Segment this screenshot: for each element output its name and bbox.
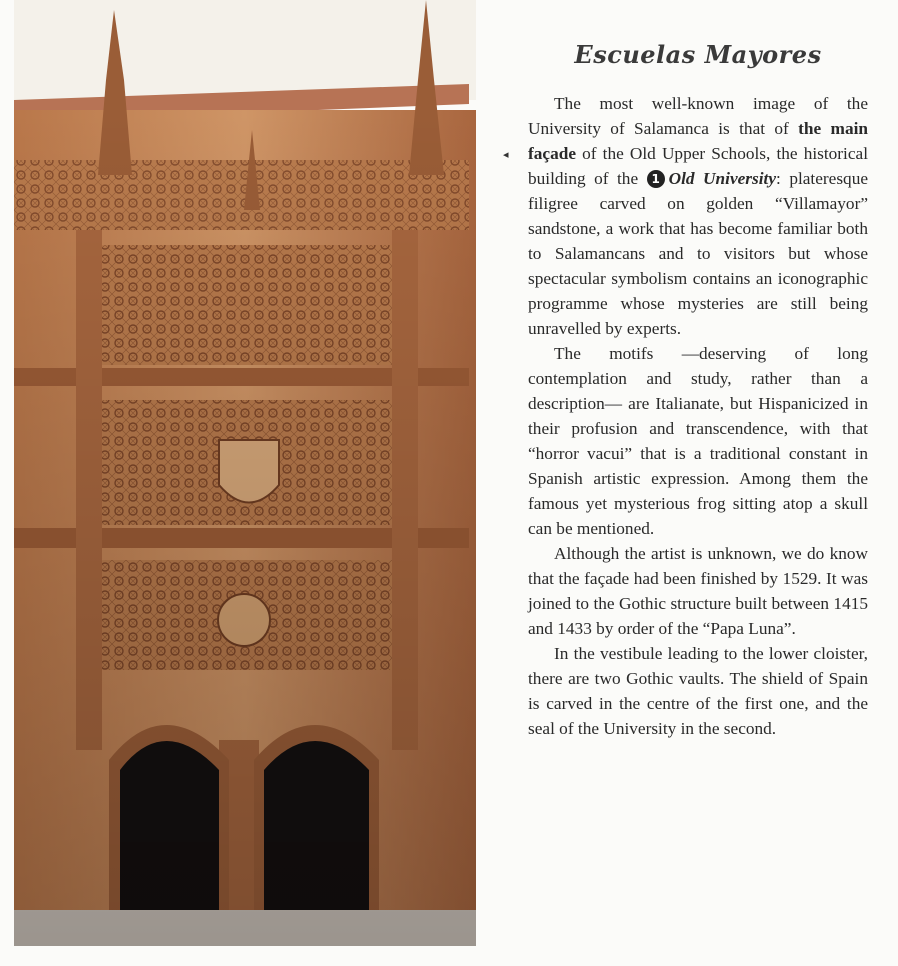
facade-illustration [14, 0, 476, 946]
number-badge: 1 [647, 170, 665, 188]
margin-marker: ◂ [503, 148, 509, 161]
old-university-emphasis: Old University [668, 169, 777, 188]
paragraph-4: In the vestibule leading to the lower cloister, there are two Gothic vaults. The shield of Spain is carved in the centre of the first one, and the seal of the University in the second. [528, 644, 868, 738]
p1-text-c: : plateresque filigree carved on golden “Villamayor” sandstone, a work that has become familiar both to Salamancans and to visitors but whose spectacular symbolism contains an iconographic programme whose mysteries are still being unravelled by experts. [528, 169, 869, 338]
paragraph-1 [528, 91, 868, 341]
main-facade-emphasis: the main façade [528, 119, 868, 163]
sky [14, 0, 476, 100]
facade-photo [14, 0, 476, 946]
section-heading: Escuelas Mayores [574, 40, 822, 69]
paragraph-3: Although the artist is unknown, we do know that the façade had been finished by 1529. It was joined to the Gothic structure built between 1415 and 1433 by order of the “Papa Luna”. [528, 544, 868, 638]
p1-text-b: of the Old Upper Schools, the historical building of the [528, 144, 868, 188]
paragraph-2: The motifs —deserving of long contemplation and study, rather than a description— are Italianate, but Hispanicized in their profusion and transcendence, with that “horror vacui” that is a traditional constant in Spanish artistic expression. Among them the famous yet mysterious frog sitting atop a skull can be mentioned. [528, 344, 868, 538]
text-column [528, 40, 868, 741]
p1-text-a: The most well-known image of the University of Salamanca is that of [528, 94, 868, 138]
